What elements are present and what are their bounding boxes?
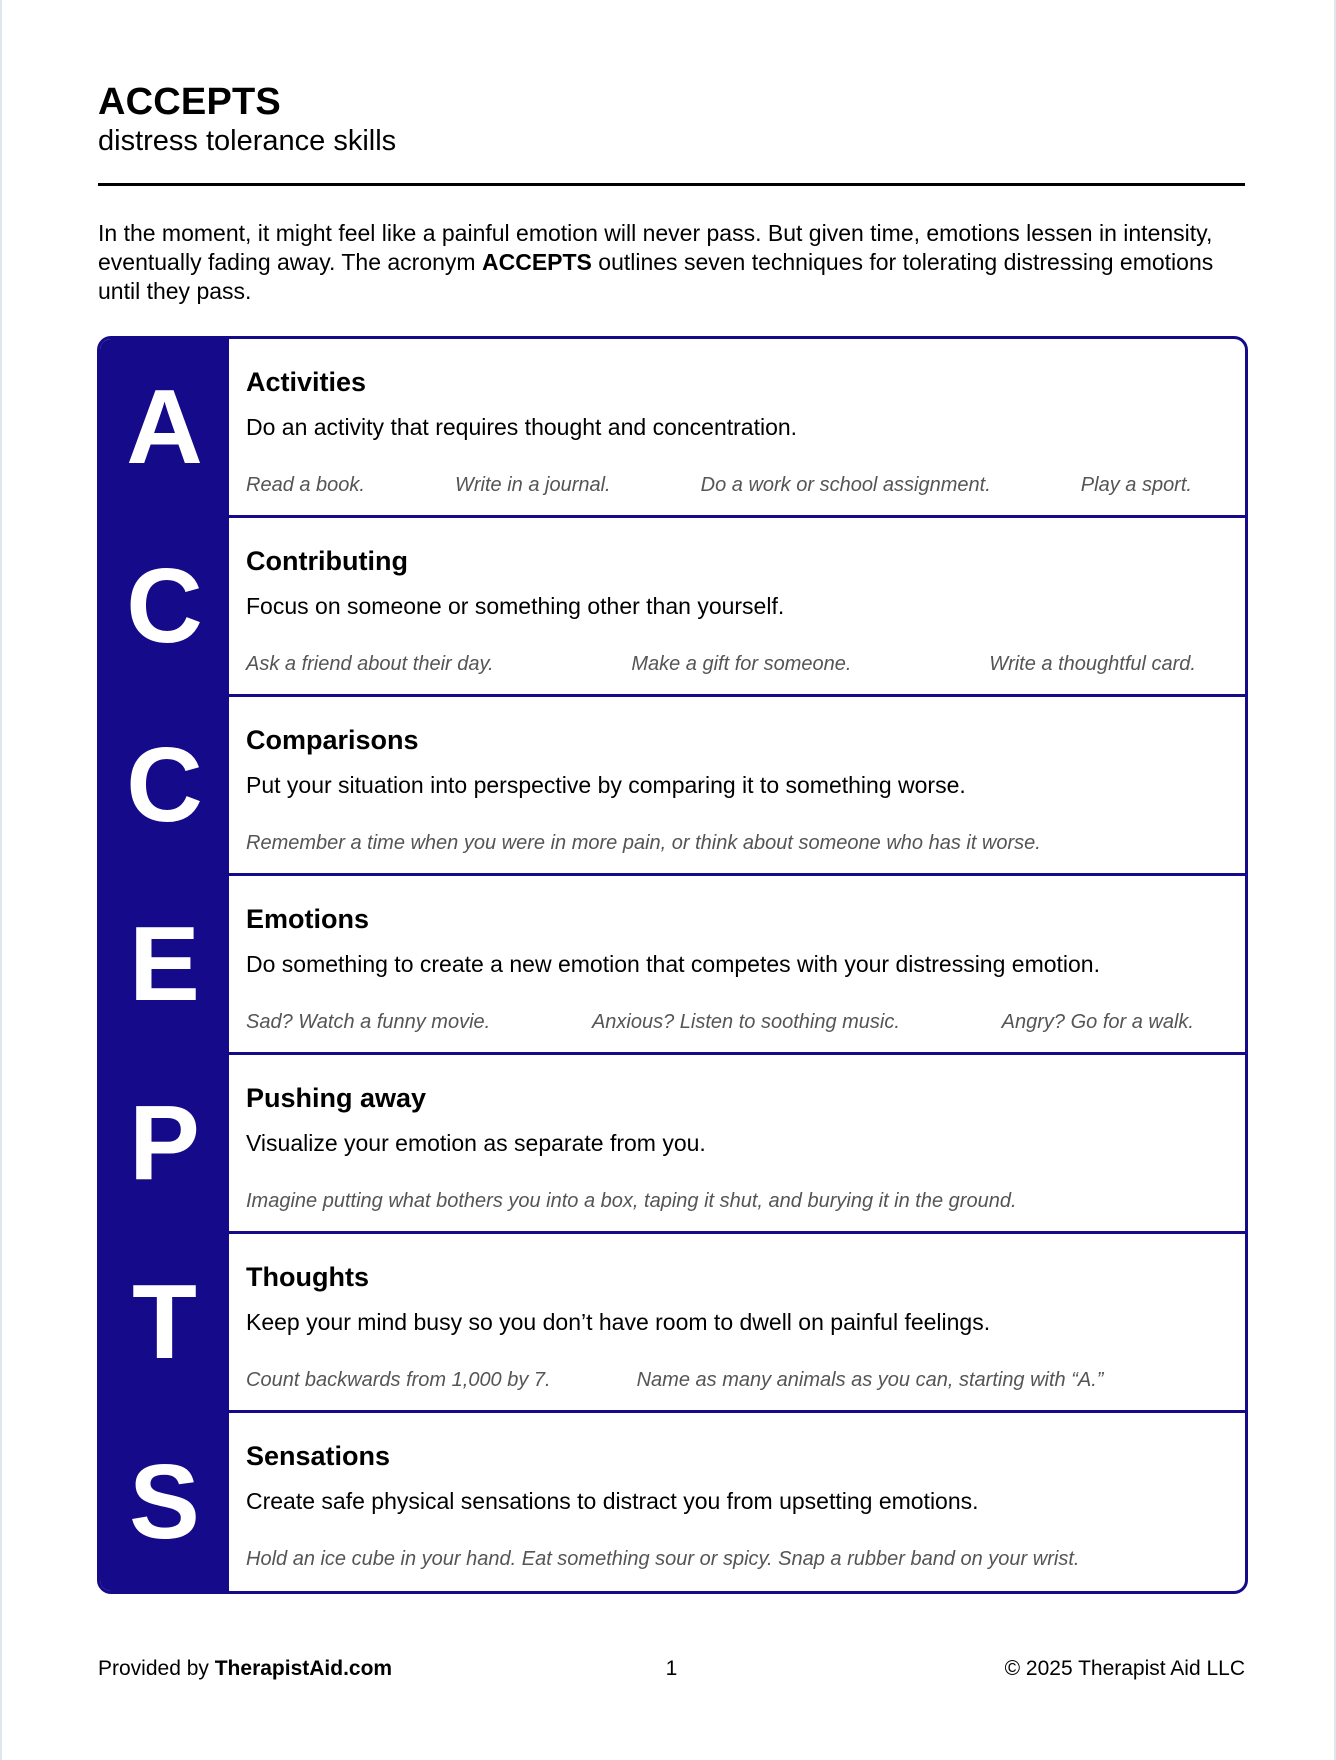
example-item: Remember a time when you were in more pain, or think about someone who has it worse.	[246, 832, 1041, 854]
letter-cell	[100, 1055, 229, 1231]
accepts-table	[97, 336, 1248, 1594]
skill-letter: C	[126, 547, 203, 665]
example-item: Do a work or school assignment.	[700, 474, 991, 496]
skill-name: Pushing away	[246, 1083, 427, 1113]
skill-letter: T	[132, 1263, 197, 1381]
example-item: Anxious? Listen to soothing music.	[591, 1011, 900, 1033]
skill-description: Create safe physical sensations to distract you from upsetting emotions.	[246, 1488, 979, 1514]
intro-text-start: In the moment, it might feel like a painful emotion will never pass. But given time, emotions lessen in intensity, eventually fading away. The acronym	[98, 220, 1213, 275]
example-item: Count backwards from 1,000 by 7.	[246, 1369, 551, 1391]
skill-description: Keep your mind busy so you don’t have room to dwell on painful feelings.	[246, 1309, 991, 1335]
skill-description: Put your situation into perspective by comparing it to something worse.	[246, 772, 966, 798]
letter-cell	[100, 339, 229, 515]
skill-row-comparisons	[100, 697, 1245, 873]
skill-letter: E	[129, 905, 200, 1023]
example-item: Play a sport.	[1080, 474, 1192, 496]
skill-description: Do an activity that requires thought and concentration.	[246, 414, 798, 440]
skill-content	[246, 339, 1231, 515]
page-footer	[98, 1654, 1245, 1684]
footer-copyright: © 2025 Therapist Aid LLC	[1004, 1657, 1245, 1680]
skill-examples	[246, 1189, 1216, 1213]
footer-site: TherapistAid.com	[214, 1657, 393, 1680]
skill-row-activities	[100, 339, 1245, 515]
skill-letter: C	[126, 726, 203, 844]
header-divider	[98, 183, 1245, 186]
example-item: Write a thoughtful card.	[989, 653, 1196, 675]
example-item: Name as many animals as you can, starting with “A.”	[636, 1369, 1104, 1391]
skill-content	[246, 876, 1231, 1052]
skill-name: Thoughts	[246, 1262, 369, 1292]
header	[98, 80, 1245, 158]
skill-name: Activities	[246, 367, 367, 397]
skill-examples	[246, 831, 1216, 855]
letter-cell	[100, 1413, 229, 1591]
letter-cell	[100, 876, 229, 1052]
example-item: Write in a journal.	[455, 474, 611, 496]
example-item: Imagine putting what bothers you into a box, taping it shut, and burying it in the ground.	[246, 1190, 1017, 1212]
skill-examples	[246, 1010, 1194, 1034]
skill-content	[246, 518, 1231, 694]
letter-cell	[100, 1234, 229, 1410]
skill-row-thoughts	[100, 1234, 1245, 1410]
skill-letter: S	[129, 1443, 200, 1561]
page-title: ACCEPTS	[98, 81, 281, 123]
letter-cell	[100, 518, 229, 694]
page-subtitle: distress tolerance skills	[98, 125, 397, 157]
skill-name: Sensations	[246, 1441, 391, 1471]
skill-row-emotions	[100, 876, 1245, 1052]
skill-examples	[246, 1368, 1216, 1392]
example-item: Sad? Watch a funny movie.	[246, 1011, 491, 1033]
skill-content	[246, 1234, 1231, 1410]
skill-examples	[246, 652, 1196, 676]
example-item: Read a book.	[246, 474, 365, 496]
skill-row-contributing	[100, 518, 1245, 694]
skill-name: Comparisons	[246, 725, 419, 755]
skill-letter: A	[126, 368, 203, 486]
skill-row-pushing-away	[100, 1055, 1245, 1231]
skill-description: Focus on someone or something other than yourself.	[246, 593, 785, 619]
skill-letter: P	[129, 1084, 200, 1202]
intro-acronym: ACCEPTS	[481, 249, 592, 275]
skill-name: Emotions	[246, 904, 370, 934]
skill-description: Visualize your emotion as separate from you.	[246, 1130, 706, 1156]
skill-content	[246, 1413, 1231, 1591]
intro-text-end: outlines seven techniques for tolerating distressing emotions until they pass.	[98, 249, 1214, 304]
skill-description: Do something to create a new emotion that competes with your distressing emotion.	[246, 951, 1100, 977]
skill-examples	[246, 1547, 1216, 1571]
example-item: Make a gift for someone.	[631, 653, 852, 675]
skill-row-sensations	[100, 1413, 1245, 1591]
example-item: Angry? Go for a walk.	[1001, 1011, 1194, 1033]
skill-name: Contributing	[246, 546, 408, 576]
skill-content	[246, 1055, 1231, 1231]
intro-paragraph	[98, 219, 1245, 306]
example-item: Ask a friend about their day.	[246, 653, 494, 675]
footer-provided-label: Provided by	[98, 1657, 215, 1680]
example-item: Hold an ice cube in your hand. Eat something sour or spicy. Snap a rubber band on your wrist.	[246, 1548, 1080, 1570]
skill-examples	[246, 473, 1192, 497]
skill-content	[246, 697, 1231, 873]
footer-page-number: 1	[665, 1657, 678, 1680]
worksheet-page	[2, 0, 1334, 1760]
letter-cell	[100, 697, 229, 873]
